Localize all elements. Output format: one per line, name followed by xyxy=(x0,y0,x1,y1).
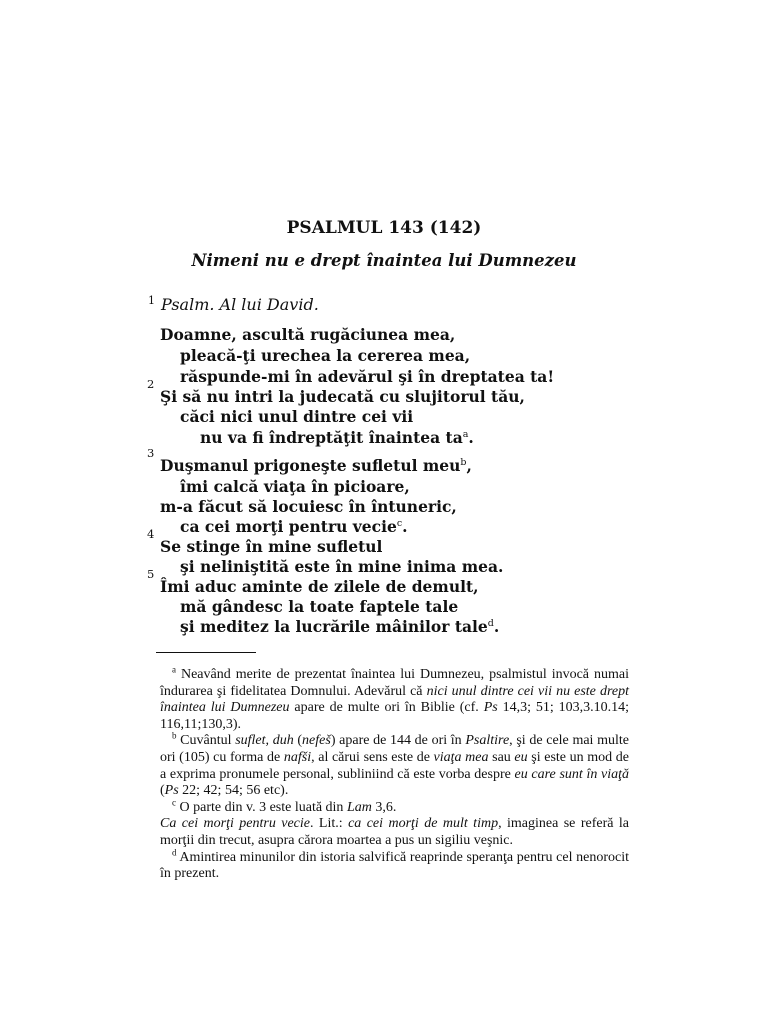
verse-line: pleacă-ţi urechea la cererea mea, xyxy=(180,346,471,365)
verse-line: Se stinge în mine sufletul xyxy=(160,537,383,556)
verse-line: Duşmanul prigoneşte sufletul meu$^b$, xyxy=(160,456,472,475)
footnote-b: $^b$ Cuvântul suflet, duh (nefeš) apare de 144 de ori în Psaltire, şi de cele mai multe ori (105) cu forma de nafši, al cărui sens este de viaţa mea sau eu şi este un mod de a exprima pronumele personal, subliniind că este vorba despre eu care sunt în viaţă (Ps 22; 42; 54; 56 etc). xyxy=(160,730,630,799)
verse-text: şi meditez la lucrările mâinilor tale xyxy=(180,617,488,636)
verse-line: îmi calcă viaţa în picioare, xyxy=(180,477,410,496)
verse-line: mă gândesc la toate faptele tale xyxy=(180,597,459,616)
document-page: PSALMUL 143 (142) Nimeni nu e drept înaintea lui Dumnezeu $^1$ Psalm. Al lui David. Doamne, ascultă rugăciunea mea, pleacă-ţi urechea la cererea mea, răspunde-mi în adevărul şi în dreptatea ta! 2 Şi să nu intri la judecată cu slujitorul tău, căci nici unul dintre cei vii nu va fi îndreptăţit înaintea $ta^a$. 3 Duşmanul prigoneşte sufletul meu$^b$, îmi calcă viaţa în picioare, m-a făcut să locuiesc în întuneric, ca cei morţi pentru vecie$^c$. 4 Se stinge în mine sufletul şi neliniştită este în mine inima mea. 5 Îmi aduc aminte de zilele de demult, mă gândesc la toate faptele tale şi meditez la lucrările mâinilor tale$^d$. $^a$ Neavând merite de prezentat înaintea lui Dumnezeu, psalmistul invocă numai îndurarea şi fidelitatea Domnului. Adevărul că nici unul dintre cei vii nu este drept înaintea lui Dumnezeu apare de multe ori în Biblie (cf. Ps 14,3; 51; 103,3.10.14; 116,11;130,3). $^b$ Cuvântul suflet, duh (nefeš) apare de 144 de ori în Psaltire, şi de cele mai multe ori (105) cu forma de nafši, al cărui sens este de viaţa mea sau eu şi este un mod de a exprima pronumele personal, subliniind că este vorba despre eu care sunt în viaţă (Ps 22; 42; 54; 56 etc). $^c$ O parte din v. 3 este luată din Lam 3,6. Ca cei morţi pentru vecie. Lit.: ca cei morţi de mult timp, imaginea se referă la morţii din trecut, asupra cărora moartea a pus un sigiliu veşnic. $^d$ Amintirea minunilor din istoria salvifică reaprinde speranţa pentru cel nenorocit în prezent. xyxy=(0,0,768,1024)
verse-line: nu va fi îndreptăţit înaintea $ta^a$. xyxy=(200,428,474,447)
psalm-heading xyxy=(148,295,319,314)
verse-line: răspunde-mi în adevărul şi în dreptatea ta! xyxy=(180,367,555,386)
verse-line: ca cei morţi pentru vecie$^c$. xyxy=(180,517,408,536)
verse-line: şi meditez la lucrările mâinilor tale$^d$. xyxy=(180,617,500,636)
footnote-c: $^c$ O parte din v. 3 este luată din Lam 3,6. xyxy=(172,797,397,815)
footnote-c-continued: Ca cei morţi pentru vecie. Lit.: ca cei morţi de mult timp, imaginea se referă la morţii din trecut, asupra cărora moartea a pus un sigiliu veşnic. xyxy=(160,816,629,848)
footnote-mark: b xyxy=(460,456,467,468)
psalm-heading-text: Psalm. Al lui David. xyxy=(161,295,319,314)
verse-text: Duşmanul prigoneşte sufletul meu xyxy=(160,456,461,475)
psalm-subtitle: Nimeni nu e drept înaintea lui Dumnezeu xyxy=(191,251,577,270)
footnote-d: $^d$ Amintirea minunilor din istoria salvifică reaprinde speranţa pentru cel nenorocit în prezent. xyxy=(160,846,629,882)
footnote-divider xyxy=(156,652,256,653)
verse-line: şi neliniştită este în mine inima mea. xyxy=(180,557,504,576)
verse-line: Şi să nu intri la judecată cu slujitorul tău, xyxy=(160,387,525,406)
footnote-mark: d xyxy=(487,617,494,629)
verse-text: ca cei morţi pentru vecie xyxy=(180,517,397,536)
footnote-a: $^a$ Neavând merite de prezentat înaintea lui Dumnezeu, psalmistul invocă numai îndurarea şi fidelitatea Domnului. Adevărul că nici unul dintre cei vii nu este drept înaintea lui Dumnezeu apare de multe ori în Biblie (cf. Ps 14,3; 51; 103,3.10.14; 116,11;130,3). xyxy=(160,664,630,732)
footnotes xyxy=(160,664,630,883)
verse-line: căci nici unul dintre cei vii xyxy=(180,407,414,426)
footnote-mark: a xyxy=(462,428,469,440)
psalm-title: PSALMUL 143 (142) xyxy=(286,218,482,238)
verse-number: 1 xyxy=(148,293,155,307)
verse-line: Îmi aduc aminte de zilele de demult, xyxy=(160,577,479,596)
verse-line: Doamne, ascultă rugăciunea mea, xyxy=(160,325,456,344)
verse-line: m-a făcut să locuiesc în întuneric, xyxy=(160,497,457,516)
footnote-mark: c xyxy=(396,517,403,529)
verse-text: nu va fi îndreptăţit înaintea ta xyxy=(200,428,463,447)
